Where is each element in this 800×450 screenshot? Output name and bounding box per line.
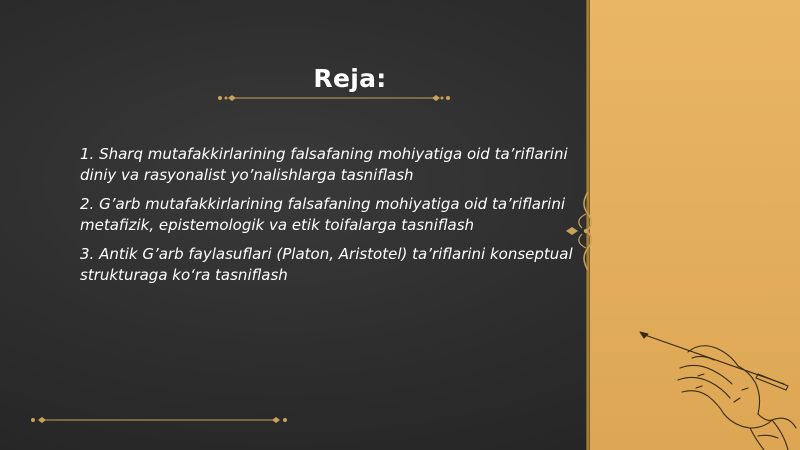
- slide-title: Reja:: [313, 64, 387, 93]
- plan-list: [80, 144, 580, 294]
- title-ornament-icon: [214, 92, 454, 104]
- plan-item-3: 3. Antik G’arb faylasuflari (Platon, Aristotel) ta’riflarini konseptual strukturaga ko‘ra tasniflash: [80, 245, 573, 284]
- bottom-ornament-icon: [28, 414, 290, 426]
- side-scroll-ornament-icon: [560, 190, 600, 272]
- plan-item-2: 2. G’arb mutafakkirlarining falsafaning mohiyatiga oid ta’riflarini metafizik, epistemologik va etik toifalarga tasniflash: [80, 195, 566, 234]
- plan-item-1: 1. Sharq mutafakkirlarining falsafaning mohiyatiga oid ta’riflarini diniy va rasyonalist yo’nalishlarga tasniflash: [80, 145, 568, 184]
- hand-with-pen-icon: [638, 318, 800, 450]
